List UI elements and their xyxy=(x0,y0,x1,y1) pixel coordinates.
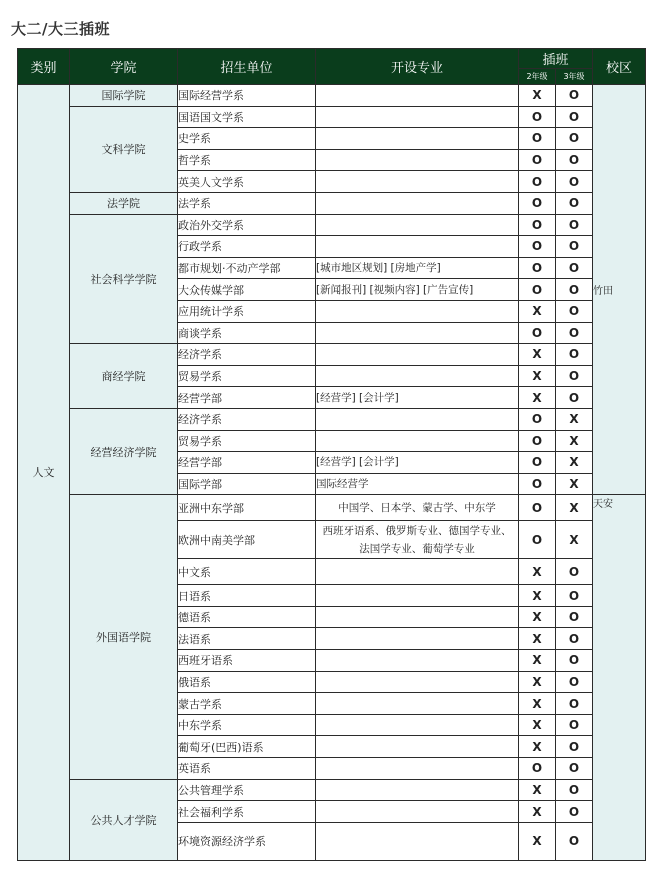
unit-cell: 中东学系 xyxy=(178,714,316,736)
year3-mark: O xyxy=(556,736,593,758)
year3-mark: O xyxy=(556,801,593,823)
year3-mark: O xyxy=(556,344,593,366)
majors-cell xyxy=(316,628,519,650)
year2-mark: O xyxy=(519,408,556,430)
year3-mark: X xyxy=(556,408,593,430)
year2-mark: X xyxy=(519,387,556,409)
majors-cell xyxy=(316,128,519,150)
year3-mark: O xyxy=(556,257,593,279)
unit-cell: 都市规划·不动产学部 xyxy=(178,257,316,279)
year2-mark: O xyxy=(519,149,556,171)
header-college: 学院 xyxy=(70,49,178,85)
unit-cell: 经营学部 xyxy=(178,452,316,474)
college-cell: 法学院 xyxy=(70,192,178,214)
majors-cell xyxy=(316,736,519,758)
year2-mark: O xyxy=(519,495,556,521)
college-cell: 商经学院 xyxy=(70,344,178,409)
majors-cell xyxy=(316,365,519,387)
unit-cell: 葡萄牙(巴西)语系 xyxy=(178,736,316,758)
majors-cell: 西班牙语系、俄罗斯专业、德国学专业、法国学专业、葡萄学专业 xyxy=(316,521,519,559)
unit-cell: 环境资源经济学系 xyxy=(178,822,316,860)
year2-mark: X xyxy=(519,671,556,693)
unit-cell: 国语国文学系 xyxy=(178,106,316,128)
unit-cell: 社会福利学系 xyxy=(178,801,316,823)
college-cell: 国际学院 xyxy=(70,85,178,107)
majors-cell xyxy=(316,714,519,736)
page-title: 大二/大三插班 xyxy=(11,20,110,38)
majors-cell xyxy=(316,779,519,801)
year3-mark: O xyxy=(556,214,593,236)
year3-mark: O xyxy=(556,585,593,607)
year3-mark: O xyxy=(556,171,593,193)
header-campus: 校区 xyxy=(593,49,646,85)
year2-mark: O xyxy=(519,430,556,452)
year3-mark: X xyxy=(556,430,593,452)
majors-cell xyxy=(316,300,519,322)
year3-mark: O xyxy=(556,149,593,171)
year3-mark: O xyxy=(556,85,593,107)
year2-mark: X xyxy=(519,628,556,650)
year2-mark: O xyxy=(519,322,556,344)
year3-mark: O xyxy=(556,606,593,628)
year2-mark: O xyxy=(519,236,556,258)
year3-mark: O xyxy=(556,322,593,344)
year2-mark: O xyxy=(519,758,556,780)
year3-mark: O xyxy=(556,192,593,214)
year3-mark: O xyxy=(556,822,593,860)
unit-cell: 公共管理学系 xyxy=(178,779,316,801)
header-transfer: 插班 xyxy=(519,49,593,69)
header-year2: 2年级 xyxy=(519,69,556,85)
year2-mark: X xyxy=(519,714,556,736)
unit-cell: 英美人文学系 xyxy=(178,171,316,193)
unit-cell: 蒙古学系 xyxy=(178,693,316,715)
majors-cell: [新闻报刊] [视频内容] [广告宣传] xyxy=(316,279,519,301)
majors-cell xyxy=(316,822,519,860)
majors-cell: [经营学] [会计学] xyxy=(316,387,519,409)
unit-cell: 大众传媒学部 xyxy=(178,279,316,301)
year3-mark: O xyxy=(556,758,593,780)
unit-cell: 亚洲中东学部 xyxy=(178,495,316,521)
college-cell: 外国语学院 xyxy=(70,495,178,779)
header-majors: 开设专业 xyxy=(316,49,519,85)
year3-mark: X xyxy=(556,473,593,495)
unit-cell: 欧洲中南美学部 xyxy=(178,521,316,559)
majors-cell xyxy=(316,559,519,585)
college-cell: 经营经济学院 xyxy=(70,408,178,494)
majors-cell xyxy=(316,606,519,628)
header-unit: 招生单位 xyxy=(178,49,316,85)
majors-cell xyxy=(316,801,519,823)
year2-mark: X xyxy=(519,801,556,823)
year2-mark: O xyxy=(519,279,556,301)
unit-cell: 法语系 xyxy=(178,628,316,650)
year2-mark: X xyxy=(519,344,556,366)
year2-mark: O xyxy=(519,192,556,214)
year3-mark: O xyxy=(556,300,593,322)
majors-cell xyxy=(316,693,519,715)
campus-cell: 天安 xyxy=(593,495,646,861)
college-cell: 文科学院 xyxy=(70,106,178,192)
majors-cell xyxy=(316,214,519,236)
year2-mark: O xyxy=(519,452,556,474)
year3-mark: O xyxy=(556,365,593,387)
year3-mark: X xyxy=(556,495,593,521)
majors-cell xyxy=(316,192,519,214)
unit-cell: 德语系 xyxy=(178,606,316,628)
year2-mark: X xyxy=(519,365,556,387)
year2-mark: O xyxy=(519,171,556,193)
majors-cell xyxy=(316,322,519,344)
unit-cell: 法学系 xyxy=(178,192,316,214)
year3-mark: O xyxy=(556,714,593,736)
unit-cell: 国际经营学系 xyxy=(178,85,316,107)
year3-mark: O xyxy=(556,236,593,258)
unit-cell: 西班牙语系 xyxy=(178,650,316,672)
unit-cell: 经营学部 xyxy=(178,387,316,409)
year3-mark: O xyxy=(556,387,593,409)
unit-cell: 应用统计学系 xyxy=(178,300,316,322)
year2-mark: O xyxy=(519,128,556,150)
year2-mark: X xyxy=(519,85,556,107)
campus-cell: 竹田 xyxy=(593,85,646,495)
majors-cell xyxy=(316,106,519,128)
year2-mark: X xyxy=(519,736,556,758)
majors-cell xyxy=(316,671,519,693)
unit-cell: 经济学系 xyxy=(178,408,316,430)
unit-cell: 贸易学系 xyxy=(178,365,316,387)
year3-mark: O xyxy=(556,693,593,715)
majors-cell xyxy=(316,344,519,366)
majors-cell xyxy=(316,85,519,107)
unit-cell: 国际学部 xyxy=(178,473,316,495)
majors-cell xyxy=(316,430,519,452)
category-cell: 人文 xyxy=(18,85,70,861)
unit-cell: 商谈学系 xyxy=(178,322,316,344)
year3-mark: O xyxy=(556,106,593,128)
year3-mark: O xyxy=(556,128,593,150)
majors-cell xyxy=(316,650,519,672)
unit-cell: 行政学系 xyxy=(178,236,316,258)
year2-mark: X xyxy=(519,559,556,585)
year2-mark: X xyxy=(519,585,556,607)
majors-cell xyxy=(316,758,519,780)
header-year3: 3年级 xyxy=(556,69,593,85)
year3-mark: O xyxy=(556,779,593,801)
majors-cell: [经营学] [会计学] xyxy=(316,452,519,474)
year2-mark: O xyxy=(519,214,556,236)
year3-mark: O xyxy=(556,559,593,585)
year2-mark: X xyxy=(519,822,556,860)
year2-mark: X xyxy=(519,693,556,715)
college-cell: 社会科学学院 xyxy=(70,214,178,344)
year2-mark: X xyxy=(519,779,556,801)
header-category: 类别 xyxy=(18,49,70,85)
majors-cell: 国际经营学 xyxy=(316,473,519,495)
unit-cell: 哲学系 xyxy=(178,149,316,171)
year3-mark: O xyxy=(556,279,593,301)
year2-mark: O xyxy=(519,106,556,128)
year2-mark: X xyxy=(519,300,556,322)
year3-mark: O xyxy=(556,671,593,693)
unit-cell: 英语系 xyxy=(178,758,316,780)
unit-cell: 经济学系 xyxy=(178,344,316,366)
majors-cell xyxy=(316,149,519,171)
majors-cell xyxy=(316,585,519,607)
year2-mark: O xyxy=(519,521,556,559)
year3-mark: X xyxy=(556,521,593,559)
majors-cell: [城市地区规划] [房地产学] xyxy=(316,257,519,279)
admission-table xyxy=(17,48,646,861)
unit-cell: 日语系 xyxy=(178,585,316,607)
unit-cell: 俄语系 xyxy=(178,671,316,693)
unit-cell: 政治外交学系 xyxy=(178,214,316,236)
unit-cell: 贸易学系 xyxy=(178,430,316,452)
year3-mark: O xyxy=(556,650,593,672)
year3-mark: X xyxy=(556,452,593,474)
majors-cell xyxy=(316,236,519,258)
year2-mark: O xyxy=(519,257,556,279)
majors-cell xyxy=(316,408,519,430)
unit-cell: 中文系 xyxy=(178,559,316,585)
majors-cell: 中国学、日本学、蒙古学、中东学 xyxy=(316,495,519,521)
majors-cell xyxy=(316,171,519,193)
unit-cell: 史学系 xyxy=(178,128,316,150)
year2-mark: X xyxy=(519,606,556,628)
year2-mark: X xyxy=(519,650,556,672)
year3-mark: O xyxy=(556,628,593,650)
year2-mark: O xyxy=(519,473,556,495)
college-cell: 公共人才学院 xyxy=(70,779,178,860)
